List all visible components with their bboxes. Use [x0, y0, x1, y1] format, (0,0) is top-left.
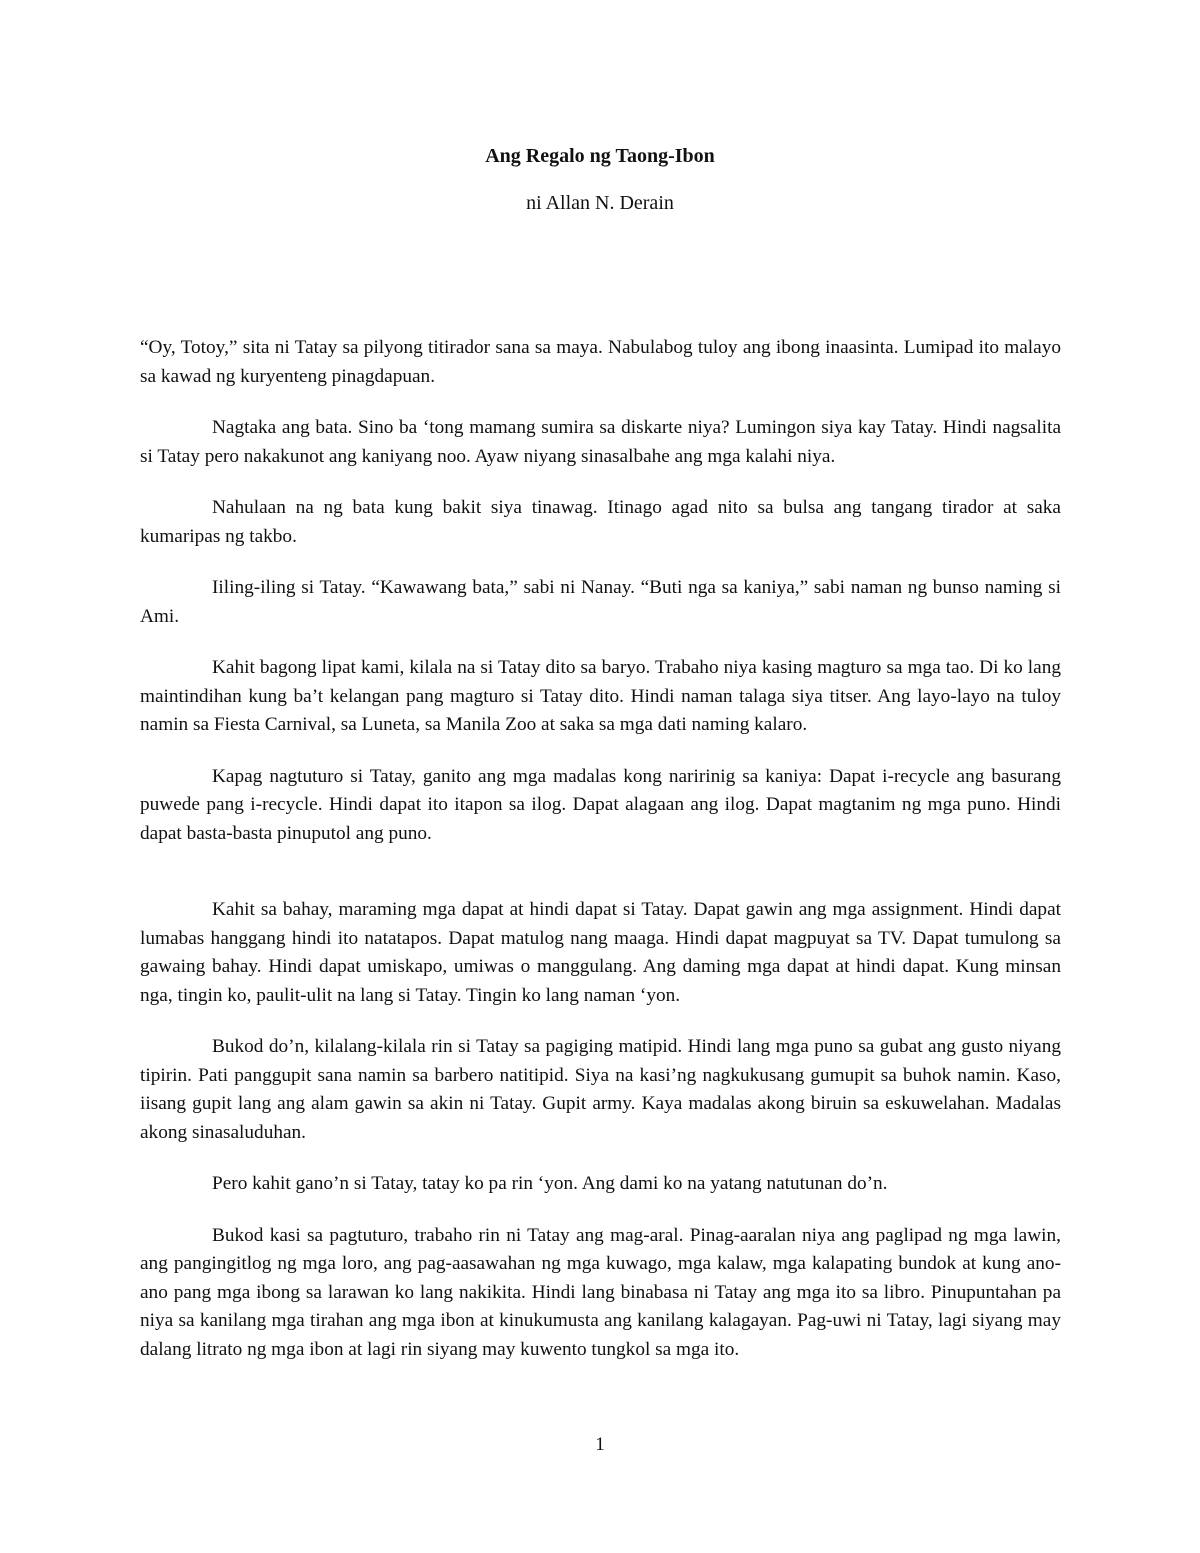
paragraph: Kahit sa bahay, maraming mga dapat at hindi dapat si Tatay. Dapat gawin ang mga assignment. Hindi dapat lumabas hanggang hindi ito natatapos. Dapat matulog nang maaga. Hindi dapat magpuyat sa TV. Dapat tumulong sa gawaing bahay. Hindi dapat umiskapo, umiwas o manggulang. Ang daming mga dapat at hindi dapat. Kung minsan nga, tingin ko, paulit-ulit na lang si Tatay. Tingin ko lang naman ‘yon.	[140, 899, 1061, 1006]
paragraph: Bukod do’n, kilalang-kilala rin si Tatay sa pagiging matipid. Hindi lang mga puno sa gubat ang gusto niyang tipirin. Pati panggupit sana namin sa barbero natitipid. Siya na kasi’ng nagkukusang gumupit sa buhok namin. Kaso, iisang gupit lang ang alam gawin sa akin ni Tatay. Gupit army. Kaya madalas akong biruin sa eskuwelahan. Madalas akong sinasaluduhan.	[140, 1036, 1061, 1143]
paragraph: Bukod kasi sa pagtuturo, trabaho rin ni Tatay ang mag-aral. Pinag-aaralan niya ang paglipad ng mga lawin, ang pangingitlog ng mga loro, ang pag-aasawahan ng mga kuwago, mga kalaw, mga kalapating bundok at kung ano-ano pang mga ibong sa larawan ko lang nakikita. Hindi lang binabasa ni Tatay ang mga ito sa libro. Pinupuntahan pa niya sa kanilang mga tirahan ang mga ibon at kinukumusta ang kanilang kalagayan. Pag-uwi ni Tatay, lagi siyang may dalang litrato ng mga ibon at lagi rin siyang may kuwento tungkol sa mga ito.	[140, 1224, 1061, 1360]
paragraph: Kapag nagtuturo si Tatay, ganito ang mga madalas kong naririnig sa kaniya: Dapat i-recycle ang basurang puwede pang i-recycle. Hindi dapat ito itapon sa ilog. Dapat alagaan ang ilog. Dapat magtanim ng mga puno. Hindi dapat basta-basta pinuputol ang puno.	[140, 765, 1061, 844]
paragraph: Pero kahit gano’n si Tatay, tatay ko pa rin ‘yon. Ang dami ko na yatang natutunan do’n.	[212, 1173, 888, 1194]
paragraph: Iiling-iling si Tatay. “Kawawang bata,” sabi ni Nanay. “Buti nga sa kaniya,” sabi naman ng bunso naming si Ami.	[140, 577, 1061, 627]
page-number: 1	[595, 1434, 605, 1455]
paragraph: Nagtaka ang bata. Sino ba ‘tong mamang sumira sa diskarte niya? Lumingon siya kay Tatay. Hindi nagsalita si Tatay pero nakakunot ang kaniyang noo. Ayaw niyang sinasalbahe ang mga kalahi niya.	[140, 417, 1061, 467]
paragraph: Kahit bagong lipat kami, kilala na si Tatay dito sa baryo. Trabaho niya kasing magturo sa mga tao. Di ko lang maintindihan kung ba’t kelangan pang magturo si Tatay dito. Hindi naman talaga siya titser. Ang layo-layo na tuloy namin sa Fiesta Carnival, sa Luneta, sa Manila Zoo at saka sa mga dati naming kalaro.	[140, 657, 1061, 735]
document-author: ni Allan N. Derain	[526, 192, 674, 214]
paragraph: “Oy, Totoy,” sita ni Tatay sa pilyong titirador sana sa maya. Nabulabog tuloy ang ibong inaasinta. Lumipad ito malayo sa kawad ng kuryenteng pinagdapuan.	[140, 337, 1061, 387]
document-title: Ang Regalo ng Taong-Ibon	[485, 145, 715, 167]
paragraph: Nahulaan na ng bata kung bakit siya tinawag. Itinago agad nito sa bulsa ang tangang tirador at saka kumaripas ng takbo.	[140, 497, 1061, 547]
document-body	[140, 334, 1061, 1387]
